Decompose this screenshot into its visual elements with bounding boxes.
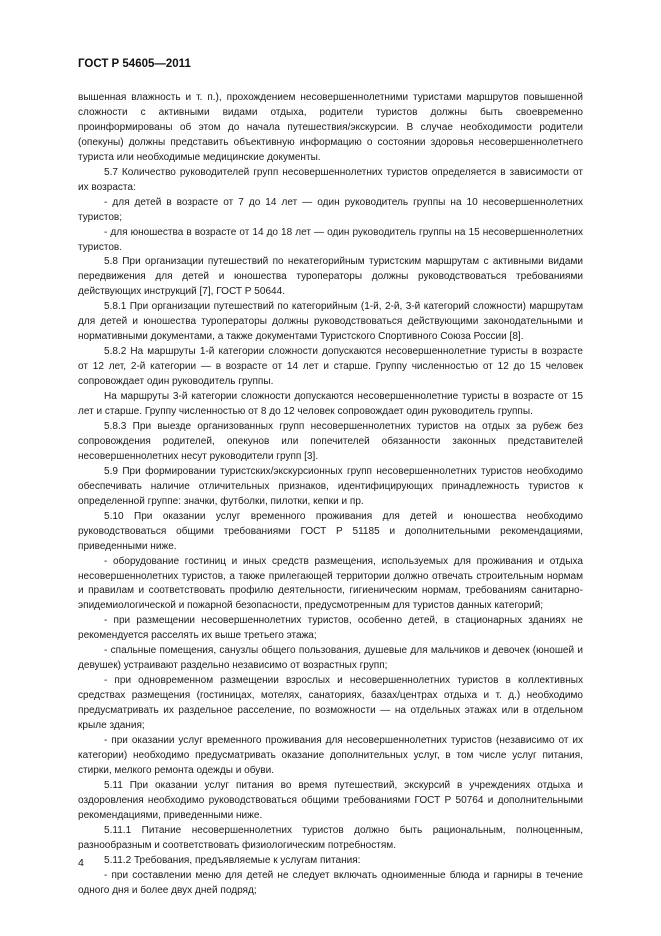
paragraph: - для детей в возрасте от 7 до 14 лет — один руководитель группы на 10 несовершеннолетних туристов; — [78, 196, 583, 223]
paragraph: 5.8.1 При организации путешествий по категорийным (1-й, 2-й, 3-й категорий сложности) маршрутам для детей и юношества туроператоры должны руководствоваться действующими законодательными и нормативными документами, а также документами Туристского Спортивного Союза России [8]. — [78, 301, 583, 343]
page-number: 4 — [78, 857, 84, 869]
paragraph: 5.10 При оказании услуг временного проживания для детей и юношества необходимо руководствоваться общими требованиями ГОСТ Р 51185 и дополнительными рекомендациями, приведенными ниже. — [78, 510, 583, 552]
paragraph: вышенная влажность и т. п.), прохождением несовершеннолетними туристами маршрутов повышенной сложности с активными видами отдыха, родители туристов должны быть своевременно проинформированы об этом до начала путешествия/экскурсии. В случае необходимости родители (опекуны) должны представить объективную информацию о состоянии здоровья несовершеннолетнего туриста или необходимые медицинские документы. — [78, 92, 583, 163]
paragraph: 5.7 Количество руководителей групп несовершеннолетних туристов определяется в зависимости от их возраста: — [78, 166, 583, 193]
paragraph: - при составлении меню для детей не следует включать одноименные блюда и гарниры в течение одного дня и более двух дней подряд; — [78, 869, 583, 896]
document-body — [78, 91, 583, 898]
paragraph: 5.9 При формировании туристских/экскурсионных групп несовершеннолетних туристов необходимо обеспечивать наличие отличительных признаков, идентифицирующих принадлежность туристов к определенной группе: значки, футболки, пилотки, кепки и пр. — [78, 465, 583, 507]
paragraph: На маршруты 3-й категории сложности допускаются несовершеннолетние туристы в возрасте от 15 лет и старше. Группу численностью от 8 до 12 человек сопровождает один руководитель группы. — [78, 391, 583, 418]
paragraph: 5.11 При оказании услуг питания во время путешествий, экскурсий в учреждениях отдыха и оздоровления необходимо руководствоваться общими требованиями ГОСТ Р 50764 и дополнительными рекомендациями, приведенными ниже. — [78, 779, 583, 821]
paragraph: 5.8.2 На маршруты 1-й категории сложности допускаются несовершеннолетние туристы в возрасте от 12 лет, 2-й категории — в возрасте от 14 лет и старше. Группу численностью от 12 до 15 человек сопровождает один руководитель группы. — [78, 346, 583, 388]
paragraph: 5.11.2 Требования, предъявляемые к услугам питания: — [104, 854, 361, 866]
paragraph: - при размещении несовершеннолетних туристов, особенно детей, в стационарных зданиях не рекомендуется расселять их выше третьего этажа; — [78, 615, 583, 642]
paragraph: - для юношества в возрасте от 14 до 18 лет — один руководитель группы на 15 несовершеннолетних туристов. — [78, 226, 583, 253]
paragraph: 5.11.1 Питание несовершеннолетних туристов должно быть рациональным, полноценным, разнообразным и соответствовать физиологическим потребностям. — [78, 824, 583, 851]
paragraph: - при одновременном размещении взрослых и несовершеннолетних туристов в коллективных средствах размещения (гостиницах, мотелях, санаториях, базах/центрах отдыха и т. д.) необходимо предусматривать их раздельное расселение, по возможности — на отдельных этажах или в отдельном крыле здания; — [78, 675, 583, 732]
paragraph: 5.8 При организации путешествий по некатегорийным туристским маршрутам с активными видами передвижения для детей и юношества туроператоры должны руководствоваться требованиями действующих инструкций [7], ГОСТ Р 50644. — [78, 256, 583, 298]
paragraph: 5.8.3 При выезде организованных групп несовершеннолетних туристов на отдых за рубеж без сопровождения родителей, опекунов или попечителей обязанности законных представителей несовершеннолетних несут руководители групп [3]. — [78, 420, 583, 462]
paragraph: - спальные помещения, санузлы общего пользования, душевые для мальчиков и девочек (юношей и девушек) устраивают раздельно независимо от возрастных групп; — [78, 645, 583, 672]
paragraph: - при оказании услуг временного проживания для несовершеннолетних туристов (независимо от их категории) необходимо предусматривать оказание дополнительных услуг, в том числе услуг питания, стирки, мелкого ремонта одежды и обуви. — [78, 734, 583, 776]
paragraph: - оборудование гостиниц и иных средств размещения, используемых для проживания и отдыха несовершеннолетних туристов, а также прилегающей территории должно отвечать строительным нормам и правилам и соответствовать профилю деятельности, гигиеническим нормам, требованиям санитарно-эпидемиологической и пожарной безопасности, предусмотренным для туристов данных категорий; — [78, 555, 583, 612]
document-header: ГОСТ Р 54605—2011 — [78, 58, 191, 70]
